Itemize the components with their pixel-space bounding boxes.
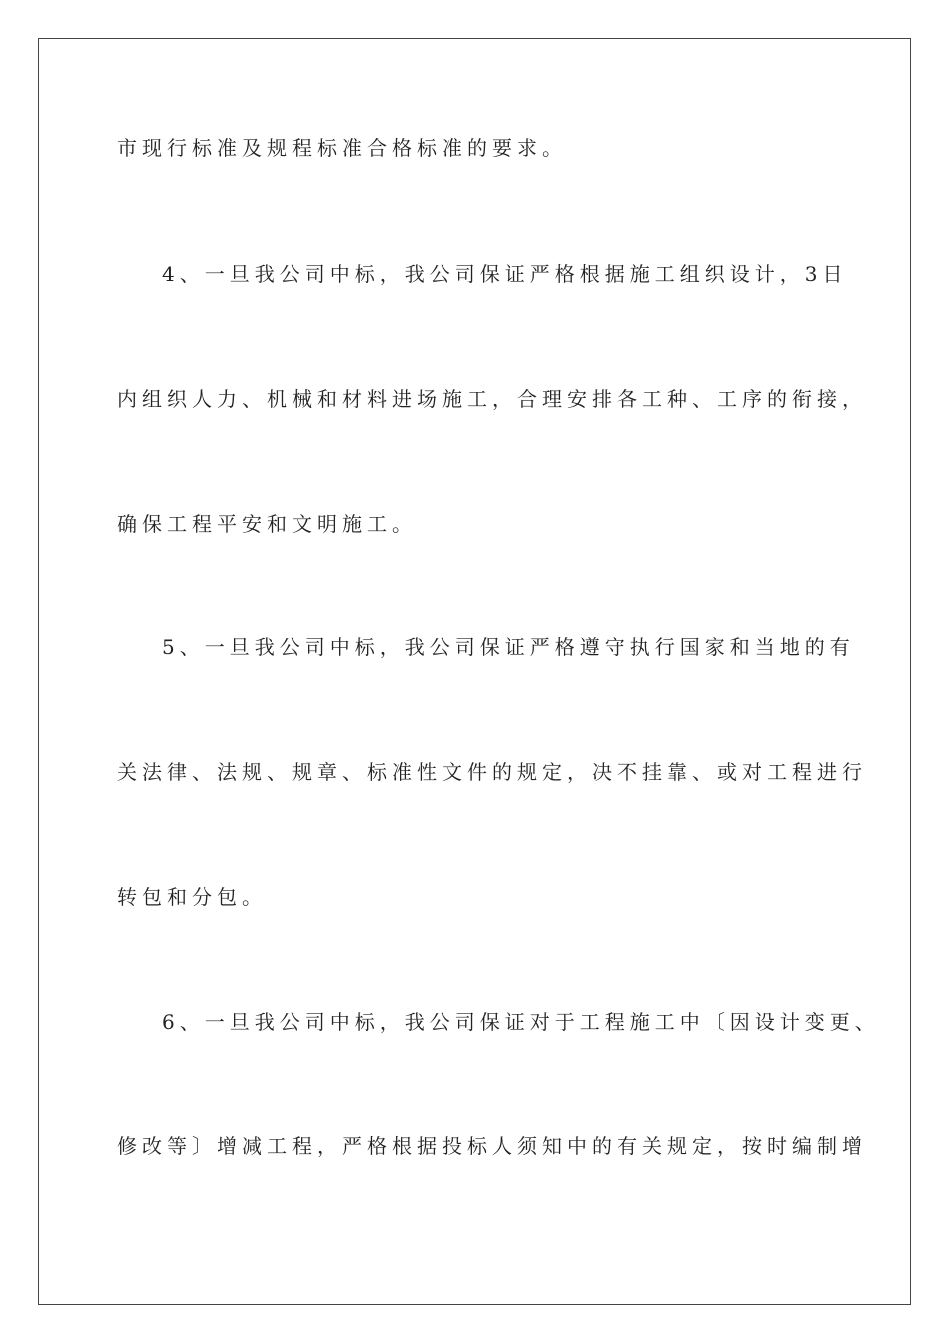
text-line-9: 修改等〕增减工程，严格根据投标人须知中的有关规定，按时编制增 [117,1134,867,1158]
text-line-1: 市现行标准及规程标准合格标准的要求。 [117,136,567,160]
text-line-7: 转包和分包。 [117,885,267,909]
text-line-2: 4、一旦我公司中标，我公司保证严格根据施工组织设计，3日 [162,262,848,286]
text-line-8: 6、一旦我公司中标，我公司保证对于工程施工中〔因设计变更、 [162,1010,880,1034]
page-border [38,38,911,1305]
text-line-5: 5、一旦我公司中标，我公司保证严格遵守执行国家和当地的有 [162,635,855,659]
text-line-4: 确保工程平安和文明施工。 [117,512,417,536]
text-line-3: 内组织人力、机械和材料进场施工，合理安排各工种、工序的衔接， [117,387,867,411]
text-line-6: 关法律、法规、规章、标准性文件的规定，决不挂靠、或对工程进行 [117,760,867,784]
